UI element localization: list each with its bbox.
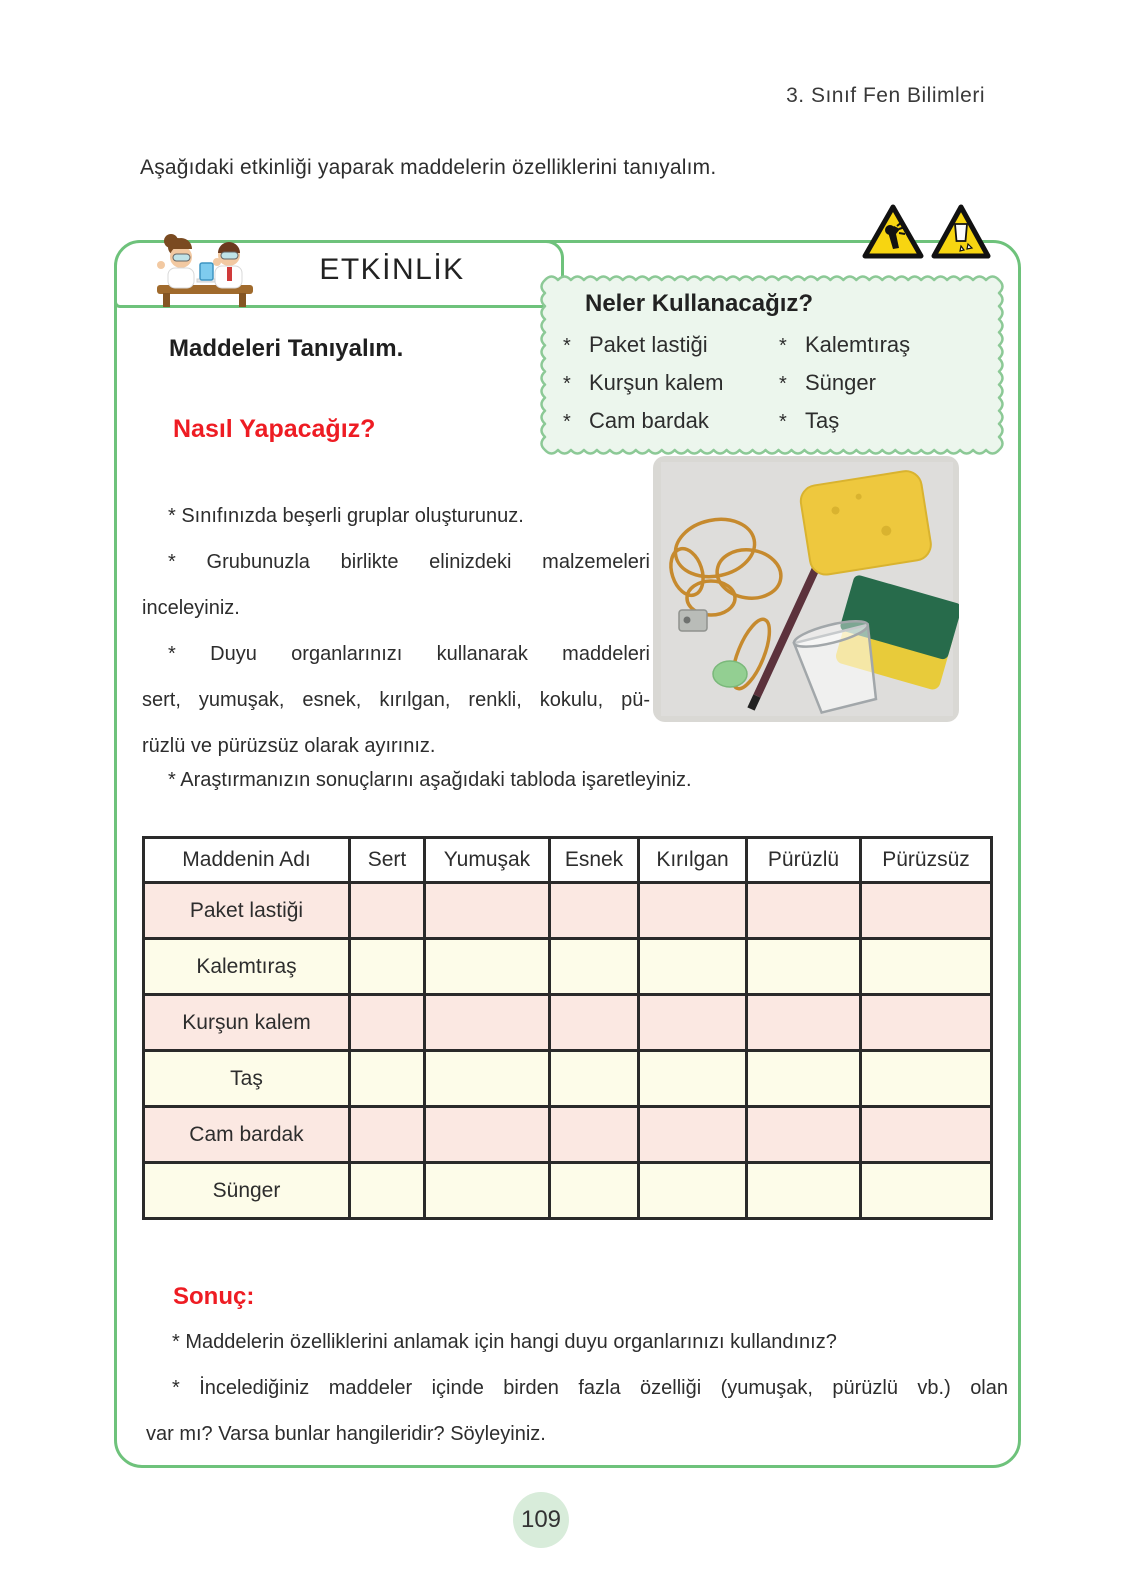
mark-cell[interactable] bbox=[425, 995, 550, 1051]
safety-warnings bbox=[861, 202, 991, 262]
page-number-badge: 109 bbox=[513, 1492, 569, 1548]
material-item: * Kurşun kalem bbox=[563, 364, 773, 402]
asterisk-bullet: * bbox=[779, 373, 787, 395]
asterisk-bullet: * bbox=[779, 335, 787, 357]
table-row bbox=[144, 1107, 992, 1163]
mark-cell[interactable] bbox=[747, 1107, 861, 1163]
table-row bbox=[144, 939, 992, 995]
activity-container bbox=[114, 240, 1021, 1468]
table-row bbox=[144, 1051, 992, 1107]
mark-cell[interactable] bbox=[861, 995, 992, 1051]
mark-cell[interactable] bbox=[747, 883, 861, 939]
mark-cell[interactable] bbox=[425, 1051, 550, 1107]
material-item: * Kalemtıraş bbox=[779, 326, 989, 364]
instruction-line: * Sınıfınızda beşerli gruplar oluşturunuz. bbox=[168, 505, 524, 527]
mark-cell[interactable] bbox=[861, 883, 992, 939]
result-question-line: * İncelediğiniz maddeler içinde birden fazla özelliği (yumuşak, pürüzlü vb.) olan bbox=[172, 1377, 1008, 1399]
mark-cell[interactable] bbox=[350, 995, 425, 1051]
row-label: Cam bardak bbox=[144, 1107, 350, 1163]
mark-cell[interactable] bbox=[639, 1107, 747, 1163]
instruction-line: * Duyu organlarınızı kullanarak maddeleri bbox=[168, 643, 650, 665]
mark-cell[interactable] bbox=[639, 995, 747, 1051]
instruction-line-table: * Araştırmanızın sonuçlarını aşağıdaki tabloda işaretleyiniz. bbox=[168, 769, 692, 791]
mark-cell[interactable] bbox=[747, 995, 861, 1051]
materials-column-1 bbox=[563, 326, 773, 440]
materials-photo-svg bbox=[653, 456, 959, 722]
materials-box bbox=[541, 276, 1003, 454]
sharp-point-hazard-icon bbox=[861, 202, 925, 262]
mark-cell[interactable] bbox=[747, 1163, 861, 1219]
mark-cell[interactable] bbox=[861, 1163, 992, 1219]
result-question-line: * Maddelerin özelliklerini anlamak için hangi duyu organlarınızı kullandınız? bbox=[172, 1331, 837, 1353]
mark-cell[interactable] bbox=[639, 1163, 747, 1219]
material-item: * Taş bbox=[779, 402, 989, 440]
mark-cell[interactable] bbox=[350, 939, 425, 995]
table-row bbox=[144, 1163, 992, 1219]
activity-tab-label: ETKİNLİK bbox=[319, 253, 465, 286]
mark-cell[interactable] bbox=[425, 1163, 550, 1219]
asterisk-bullet: * bbox=[563, 335, 571, 357]
materials-box-title: Neler Kullanacağız? bbox=[585, 290, 814, 317]
activity-tab bbox=[114, 240, 564, 308]
activity-title: Maddeleri Tanıyalım. bbox=[169, 335, 404, 362]
row-label: Taş bbox=[144, 1051, 350, 1107]
mark-cell[interactable] bbox=[350, 1051, 425, 1107]
instruction-line: inceleyiniz. bbox=[142, 597, 240, 619]
mark-cell[interactable] bbox=[550, 1163, 639, 1219]
instruction-line: * Grubunuzla birlikte elinizdeki malzemeleri bbox=[168, 551, 650, 573]
mark-cell[interactable] bbox=[350, 883, 425, 939]
mark-cell[interactable] bbox=[747, 1051, 861, 1107]
col-header-smooth: Pürüzsüz bbox=[861, 838, 992, 883]
glass-breakage-hazard-icon bbox=[931, 202, 991, 262]
materials-column-2 bbox=[779, 326, 989, 440]
mark-cell[interactable] bbox=[425, 883, 550, 939]
result-question-line: var mı? Varsa bunlar hangileridir? Söyleyiniz. bbox=[146, 1423, 546, 1445]
col-header-rough: Pürüzlü bbox=[747, 838, 861, 883]
table-header-row bbox=[144, 838, 992, 883]
children-experiment-svg bbox=[143, 229, 265, 309]
page-header: 3. Sınıf Fen Bilimleri bbox=[786, 84, 985, 107]
col-header-fragile: Kırılgan bbox=[639, 838, 747, 883]
materials-photo bbox=[653, 456, 959, 722]
mark-cell[interactable] bbox=[550, 995, 639, 1051]
children-experiment-illustration-icon bbox=[143, 229, 265, 309]
mark-cell[interactable] bbox=[550, 1051, 639, 1107]
mark-cell[interactable] bbox=[639, 883, 747, 939]
mark-cell[interactable] bbox=[550, 939, 639, 995]
mark-cell[interactable] bbox=[425, 1107, 550, 1163]
row-label: Sünger bbox=[144, 1163, 350, 1219]
mark-cell[interactable] bbox=[639, 1051, 747, 1107]
result-questions bbox=[146, 1319, 1008, 1457]
mark-cell[interactable] bbox=[350, 1107, 425, 1163]
col-header-material: Maddenin Adı bbox=[144, 838, 350, 883]
row-label: Paket lastiği bbox=[144, 883, 350, 939]
mark-cell[interactable] bbox=[861, 939, 992, 995]
asterisk-bullet: * bbox=[563, 411, 571, 433]
how-to-heading: Nasıl Yapacağız? bbox=[173, 415, 376, 443]
mark-cell[interactable] bbox=[861, 1107, 992, 1163]
row-label: Kalemtıraş bbox=[144, 939, 350, 995]
material-item: * Sünger bbox=[779, 364, 989, 402]
col-header-flexible: Esnek bbox=[550, 838, 639, 883]
mark-cell[interactable] bbox=[550, 1107, 639, 1163]
material-item: * Cam bardak bbox=[563, 402, 773, 440]
col-header-soft: Yumuşak bbox=[425, 838, 550, 883]
mark-cell[interactable] bbox=[425, 939, 550, 995]
instruction-line: rüzlü ve pürüzsüz olarak ayırınız. bbox=[142, 735, 436, 757]
mark-cell[interactable] bbox=[550, 883, 639, 939]
col-header-hard: Sert bbox=[350, 838, 425, 883]
properties-table bbox=[142, 836, 993, 1220]
table-row bbox=[144, 883, 992, 939]
result-heading: Sonuç: bbox=[173, 1283, 255, 1310]
intro-sentence: Aşağıdaki etkinliği yaparak maddelerin özelliklerini tanıyalım. bbox=[140, 156, 717, 179]
mark-cell[interactable] bbox=[639, 939, 747, 995]
asterisk-bullet: * bbox=[563, 373, 571, 395]
asterisk-bullet: * bbox=[779, 411, 787, 433]
table-row bbox=[144, 995, 992, 1051]
mark-cell[interactable] bbox=[350, 1163, 425, 1219]
instruction-line: sert, yumuşak, esnek, kırılgan, renkli, kokulu, pü- bbox=[142, 689, 650, 711]
instructions-list bbox=[142, 493, 650, 769]
material-item: * Paket lastiği bbox=[563, 326, 773, 364]
row-label: Kurşun kalem bbox=[144, 995, 350, 1051]
mark-cell[interactable] bbox=[861, 1051, 992, 1107]
mark-cell[interactable] bbox=[747, 939, 861, 995]
